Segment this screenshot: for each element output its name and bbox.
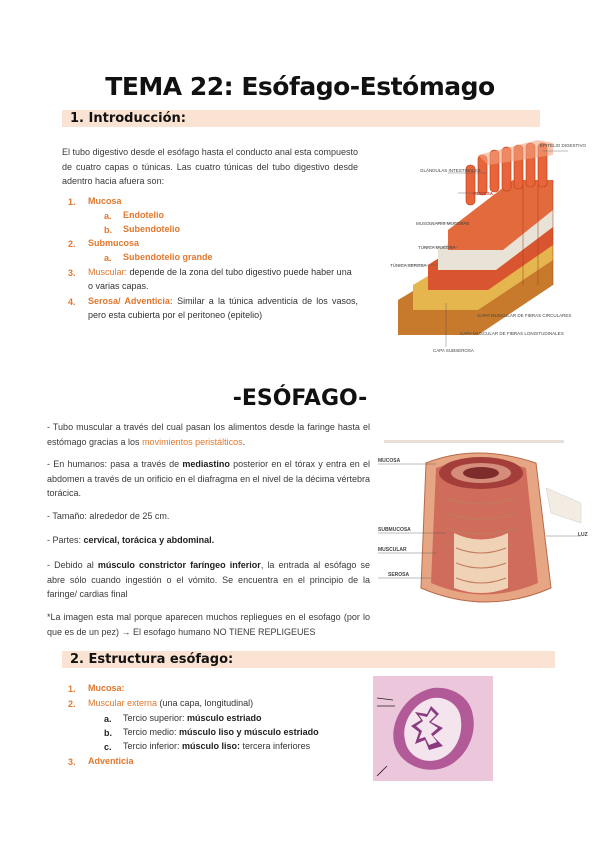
list-item-mucosa: Mucosa:: [88, 683, 125, 693]
tercio-inferior-rest: tercera inferiores: [240, 741, 311, 751]
esofago-p4-text: - Partes:: [47, 535, 84, 545]
list-item-muscular-text: depende de la zona del tubo digestivo puede haber una o varias capas.: [88, 267, 352, 291]
esofago-p5-bold: músculo constrictor faríngeo inferior: [97, 560, 261, 570]
section-heading-introduccion: [62, 110, 540, 127]
tercio-superior-bold: músculo estriado: [187, 713, 262, 723]
list-num: a.: [104, 211, 112, 221]
intro-paragraph: El tubo digestivo desde el esófago hasta el conducto anal esta compuesto de cuatro capas o túnicas. Las cuatro túnicas del tubo digestivo desde adentro hacia afuera son:: [62, 147, 358, 186]
list-num: a.: [104, 253, 112, 263]
list-num: 2.: [68, 239, 76, 249]
list-num: 4.: [68, 297, 76, 307]
label-tunica-mucosa: TÚNICA MUCOSA: [418, 245, 456, 250]
list-item-serosa: [88, 294, 358, 322]
esofago-p3: - Tamaño: alrededor de 25 cm.: [47, 511, 170, 521]
esofago-p5-end: , la entrada al esófago se abre sólo cuando ingestión o el vómito. Se encuentra en el principio de la faringe/ cardias final: [47, 560, 371, 599]
label-submucosa: SUBMUCOSA: [378, 527, 411, 533]
label-luz: LUZ: [578, 532, 588, 538]
label-serosa: SEROSA: [388, 572, 410, 578]
label-mucosa: MUCOSA: [378, 458, 401, 464]
label-tunica-serosa: TÚNICA SEROSA: [390, 263, 427, 268]
list-item-serosa-label: Serosa/ Adventicia:: [88, 296, 173, 306]
tercio-inferior-bold: músculo liso:: [182, 741, 241, 751]
label-epitelio-digestivo: EPITELIO DIGESTIVO: [540, 143, 587, 148]
list-item-subendotelio-grande: Subendotelio grande: [123, 252, 213, 262]
list-item-mucosa: Mucosa: [88, 196, 122, 206]
list-item-adventicia: Adventicia: [88, 756, 134, 766]
esofago-note: *La imagen esta mal porque aparecen muchos repliegues en el esofago (por lo que es de un pez) → El esofago humano NO TIENE REPLIGEUES: [47, 612, 370, 637]
list-item-muscular-label: Muscular:: [88, 267, 128, 277]
esofago-p2: [47, 457, 370, 501]
intestinal-wall-diagram: [378, 135, 590, 360]
section-heading-label: 1. Introducción:: [70, 111, 186, 126]
list-num: 3.: [68, 268, 76, 278]
label-muscularis-mucosae: MUSCULARIS MUCOSAE: [416, 221, 470, 226]
list-item-tercio-medio: [123, 725, 319, 739]
esofago-p1-end: .: [242, 436, 246, 447]
list-item-endotelio: Endotelio: [123, 210, 164, 220]
esofago-p5-text: - Debido al: [47, 560, 98, 570]
esofago-p1: [47, 420, 370, 449]
label-mucosa: MUCOSA: [473, 191, 493, 196]
list-item-muscular-externa-label: Muscular externa: [88, 698, 158, 708]
esophagus-diagram: [376, 438, 590, 613]
tercio-medio-bold: músculo liso y músculo estriado: [179, 727, 319, 737]
tercio-inferior-text: Tercio inferior:: [123, 741, 183, 751]
esofago-p1-highlight: movimientos peristálticos: [142, 436, 243, 447]
esofago-title: -ESÓFAGO-: [232, 386, 368, 411]
list-num: c.: [104, 742, 112, 752]
esofago-p5: [47, 558, 370, 602]
esophagus-illustration: [376, 438, 590, 613]
list-num: 3.: [68, 757, 76, 767]
label-capa-subserosa: CAPA SUBSEROSA: [433, 348, 474, 353]
list-item-tercio-superior: [123, 711, 262, 725]
label-capa-longitudinal: CAPA MUSCULAR DE FIBRAS LONGITUDINALES: [460, 331, 564, 336]
list-item-submucosa: Submucosa: [88, 238, 140, 248]
page-title: TEMA 22: Esófago-Estómago: [105, 72, 495, 101]
label-muscular: MUSCULAR: [378, 547, 407, 553]
label-glandulas-intestinales: GLÁNDULAS INTESTINALES: [420, 168, 481, 173]
esofago-p2-text: - En humanos: pasa a través de: [47, 459, 183, 469]
list-num: b.: [104, 225, 112, 235]
tercio-medio-text: Tercio medio:: [123, 727, 180, 737]
list-item-tercio-inferior: [123, 739, 310, 753]
list-item-serosa-text: Similar a la túnica adventicia de los vasos, pero esta cubierta por el peritoneo (epitelio): [88, 296, 358, 320]
list-num: 1.: [68, 197, 76, 207]
list-item-muscular: [88, 265, 358, 293]
list-num: 1.: [68, 684, 76, 694]
esofago-p2-end: posterior en el tórax y entra en el abdomen a través de un orificio en el diafragma en el nivel de la décima vértebra torácica.: [47, 459, 371, 498]
list-item-muscular-externa-text: (una capa, longitudinal): [157, 698, 254, 708]
histology-image: [373, 676, 493, 781]
histology-illustration: [373, 676, 493, 781]
section-heading-label: 2. Estructura esófago:: [70, 652, 234, 667]
section-heading-estructura: [62, 651, 555, 668]
esofago-p4-bold: cervical, torácica y abdominal.: [83, 535, 215, 545]
esofago-p1-text: - Tubo muscular a través del cual pasan los alimentos desde la faringe hasta el estómago gracias a los: [47, 422, 370, 447]
list-num: b.: [104, 728, 112, 738]
intestinal-wall-illustration: [378, 135, 590, 360]
list-item-muscular-externa: [88, 696, 253, 710]
list-num: 2.: [68, 699, 76, 709]
tercio-superior-text: Tercio superior:: [123, 713, 188, 723]
esofago-p2-bold: mediastino: [182, 459, 230, 469]
list-num: a.: [104, 714, 112, 724]
esofago-p4: [47, 533, 370, 548]
list-item-subendotelio: Subendotelio: [123, 224, 180, 234]
label-capa-circular: CAPA MUSCULAR DE FIBRAS CIRCULARES: [478, 313, 572, 318]
